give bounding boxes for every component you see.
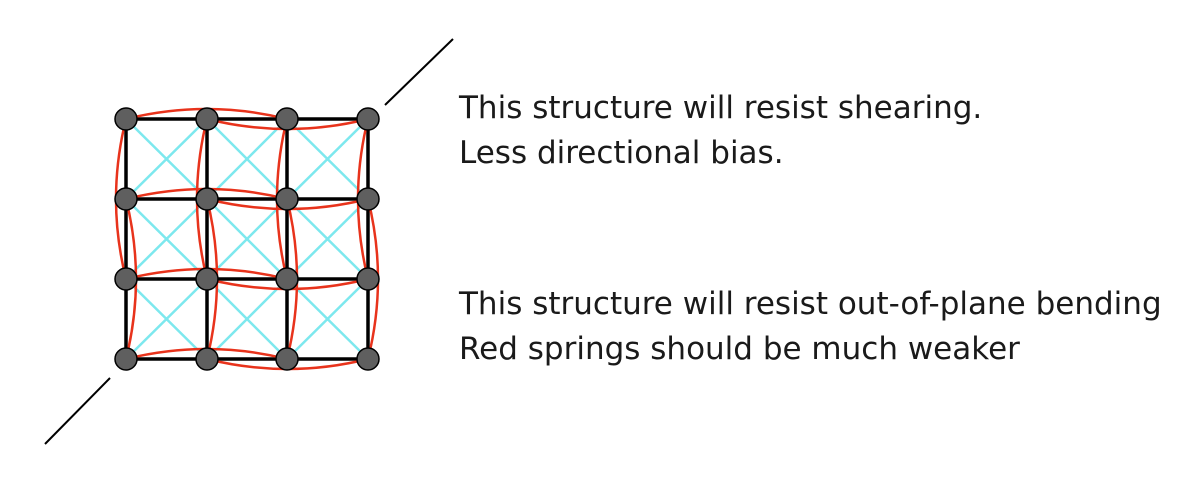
mass-point <box>357 348 379 370</box>
bending-note-line-1: This structure will resist out-of-plane bending <box>459 286 1162 322</box>
mass-point <box>357 268 379 290</box>
mass-point <box>115 188 137 210</box>
mass-point <box>276 268 298 290</box>
mass-point <box>357 108 379 130</box>
mass-point <box>196 188 218 210</box>
mass-point <box>276 348 298 370</box>
mass-point <box>196 348 218 370</box>
mass-point <box>196 108 218 130</box>
cut-line-lower <box>45 378 110 444</box>
bending-note-line-2: Red springs should be much weaker <box>459 331 1020 367</box>
bending-note <box>459 282 1162 372</box>
shear-note-line-2: Less directional bias. <box>459 135 784 171</box>
shear-note <box>459 86 982 176</box>
cut-line-upper <box>385 39 453 105</box>
mass-point <box>115 348 137 370</box>
mass-point <box>115 108 137 130</box>
mass-point <box>115 268 137 290</box>
mass-point <box>276 188 298 210</box>
shear-springs <box>126 119 368 359</box>
mass-point <box>196 268 218 290</box>
shear-note-line-1: This structure will resist shearing. <box>459 90 983 126</box>
mass-point <box>357 188 379 210</box>
mass-point <box>276 108 298 130</box>
